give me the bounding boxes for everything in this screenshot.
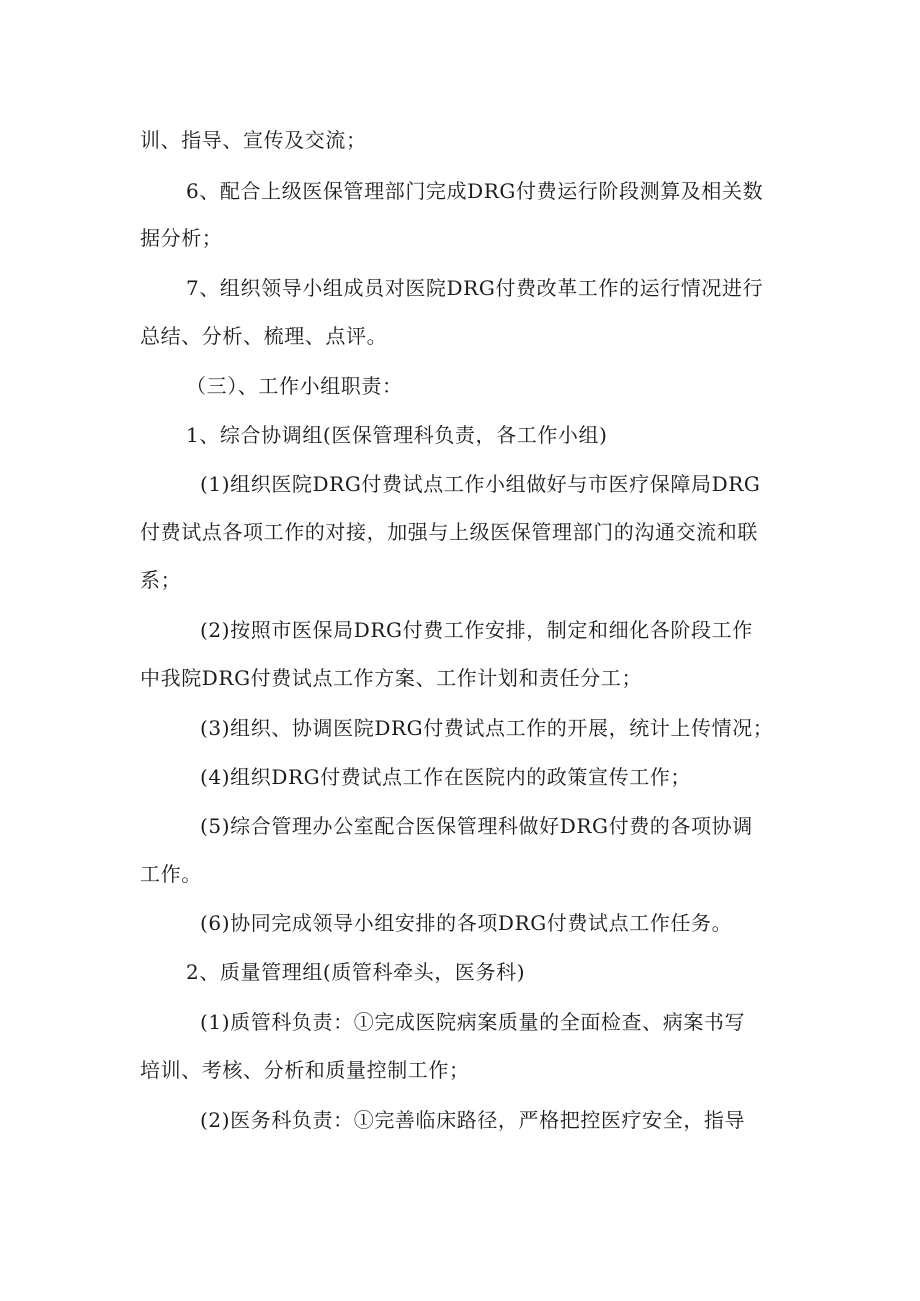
text-line: 6、配合上级医保管理部门完成DRG付费运行阶段测算及相关数	[186, 179, 764, 203]
section-heading: （三）、工作小组职责：	[186, 374, 403, 398]
text-line: 系；	[140, 568, 182, 592]
text-line: 工作。	[140, 862, 202, 886]
text-line: 总结、分析、梳理、点评。	[140, 324, 388, 348]
text-line: (3)组织、协调医院DRG付费试点工作的开展，统计上传情况；	[200, 716, 774, 740]
text-line: (6)协同完成领导小组安排的各项DRG付费试点工作任务。	[200, 911, 733, 935]
text-line: (2)医务科负责：①完善临床路径，严格把控医疗安全，指导	[200, 1108, 746, 1132]
subsection-heading: 2、质量管理组(质管科牵头，医务科)	[186, 960, 526, 984]
text-line: (2)按照市医保局DRG付费工作安排，制定和细化各阶段工作	[200, 618, 753, 642]
subsection-heading: 1、综合协调组(医保管理科负责，各工作小组)	[186, 423, 608, 447]
text-line: 据分析；	[140, 226, 223, 250]
text-line: 7、组织领导小组成员对医院DRG付费改革工作的运行情况进行	[186, 276, 764, 300]
text-line: 中我院DRG付费试点工作方案、工作计划和责任分工；	[140, 666, 643, 690]
text-line: (1)组织医院DRG付费试点工作小组做好与市医疗保障局DRG	[200, 472, 761, 496]
text-line: (1)质管科负责：①完成医院病案质量的全面检查、病案书写	[200, 1010, 746, 1034]
text-line: (4)组织DRG付费试点工作在医院内的政策宣传工作；	[200, 765, 691, 789]
text-line: 训、指导、宣传及交流；	[140, 128, 367, 152]
text-line: 付费试点各项工作的对接，加强与上级医保管理部门的沟通交流和联	[140, 520, 758, 544]
text-line: (5)综合管理办公室配合医保管理科做好DRG付费的各项协调	[200, 814, 753, 838]
text-line: 培训、考核、分析和质量控制工作；	[140, 1058, 470, 1082]
